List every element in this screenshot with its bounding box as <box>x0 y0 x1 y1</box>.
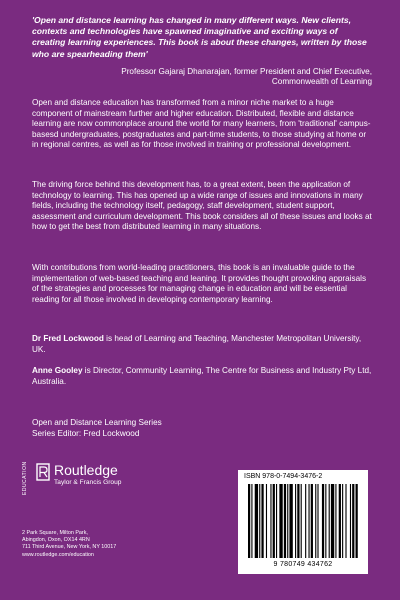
barcode-bar <box>322 484 324 558</box>
address-line: Abingdon, Oxon, OX14 4RN <box>22 537 90 544</box>
endorsement-attribution <box>32 67 372 88</box>
endorsement-quote: 'Open and distance learning has changed in many different ways. New clients, contexts and technologies have spawned imaginative and exciting ways of creating learning experiences. This book is about these changes, written by those who are spearheading them' <box>32 15 367 59</box>
barcode-bar <box>259 484 260 558</box>
barcode-number: 9 780749 434762 <box>273 561 333 568</box>
barcode-bar <box>273 484 275 558</box>
author-name: Dr Fred Lockwood <box>32 334 104 343</box>
description-paragraph-1: Open and distance education has transformed from a minor niche market to a huge component of mainstream further and higher education. Distributed, flexible and distance learning are now commonplace around the world for many learners, from 'traditional' campus-basesd undergraduates, postgraduates and part-time students, to those studying at home or in regional centres, as well as for those involved in training or professional development. <box>32 98 371 150</box>
barcode-bar <box>329 484 330 558</box>
barcode-bar <box>287 484 288 558</box>
barcode-bar <box>297 484 299 558</box>
publisher-group: Taylor & Francis Group <box>54 479 122 486</box>
barcode-bar <box>342 484 343 558</box>
author-name: Anne Gooley <box>32 366 83 375</box>
attribution-line-1: Professor Gajaraj Dhanarajan, former President and Chief Executive, <box>121 67 372 76</box>
barcode-bar <box>325 484 326 558</box>
barcode-bar <box>301 484 302 558</box>
isbn-label: ISBN 978-0-7494-3476-2 <box>244 473 323 480</box>
publisher-logo <box>22 460 182 540</box>
author-description: is Director, Community Learning, The Centre for Business and Industry Pty Ltd, Australia. <box>32 366 372 386</box>
imprint-side-text: EDUCATION <box>22 461 28 495</box>
barcode-bar <box>295 484 296 558</box>
barcode-bar <box>266 484 267 558</box>
publisher-website: www.routledge.com/education <box>22 551 94 558</box>
series-editor: Series Editor: Fred Lockwood <box>32 428 140 438</box>
author-bio-gooley <box>32 366 372 387</box>
address-line: 2 Park Square, Milton Park, <box>22 530 88 536</box>
barcode-bar <box>345 484 346 558</box>
barcode-bar <box>315 484 316 558</box>
barcode-bar <box>305 484 306 558</box>
barcode-bar <box>352 484 354 558</box>
barcode-bar <box>339 484 341 558</box>
description-paragraph-2: The driving force behind this development has, to a great extent, been the application of technology to learning. This has opened up a wide range of issues and innovations in many fields, including the technology itself, pedagogy, staff development, student support, assessment and curriculum development. This book considers all of these issues and looks at how to get the best from distributed learning in many situations. <box>32 180 372 232</box>
barcode-bar <box>251 484 252 558</box>
author-description: is head of Learning and Teaching, Manchester Metropolitan University, UK. <box>32 334 362 354</box>
address-line: 711 Third Avenue, New York, NY 10017 <box>22 544 117 551</box>
barcode-bar <box>261 484 263 558</box>
series-info <box>32 418 372 439</box>
barcode-bar <box>279 484 282 558</box>
barcode-bar <box>311 484 313 558</box>
barcode-bar <box>317 484 318 558</box>
barcode-bar <box>356 484 358 558</box>
author-bio-lockwood <box>32 334 372 355</box>
barcode-bar <box>308 484 309 558</box>
isbn-barcode-box <box>238 470 368 574</box>
description-paragraph-3: With contributions from world-leading practitioners, this book is an invaluable guide to the implementation of web-based teaching and leaning. It provides thought provoking appraisals of the strategies and processes for managing change in education and will be essential reading for all those involved in developing contemporary learning. <box>32 263 367 304</box>
barcode-bar <box>335 484 336 558</box>
publisher-address <box>22 530 192 559</box>
barcode-bar <box>270 484 271 558</box>
routledge-logo-icon <box>36 462 50 482</box>
barcode-bar <box>248 484 250 558</box>
publisher-name: Routledge <box>54 462 118 478</box>
barcode <box>246 484 360 558</box>
barcode-bar <box>331 484 334 558</box>
barcode-bar <box>289 484 292 558</box>
attribution-line-2: Commonwealth of Learning <box>271 77 372 87</box>
barcode-bar <box>350 484 351 558</box>
barcode-bar <box>255 484 258 558</box>
barcode-bar <box>276 484 277 558</box>
series-name: Open and Distance Learning Series <box>32 418 162 427</box>
barcode-bar <box>284 484 286 558</box>
